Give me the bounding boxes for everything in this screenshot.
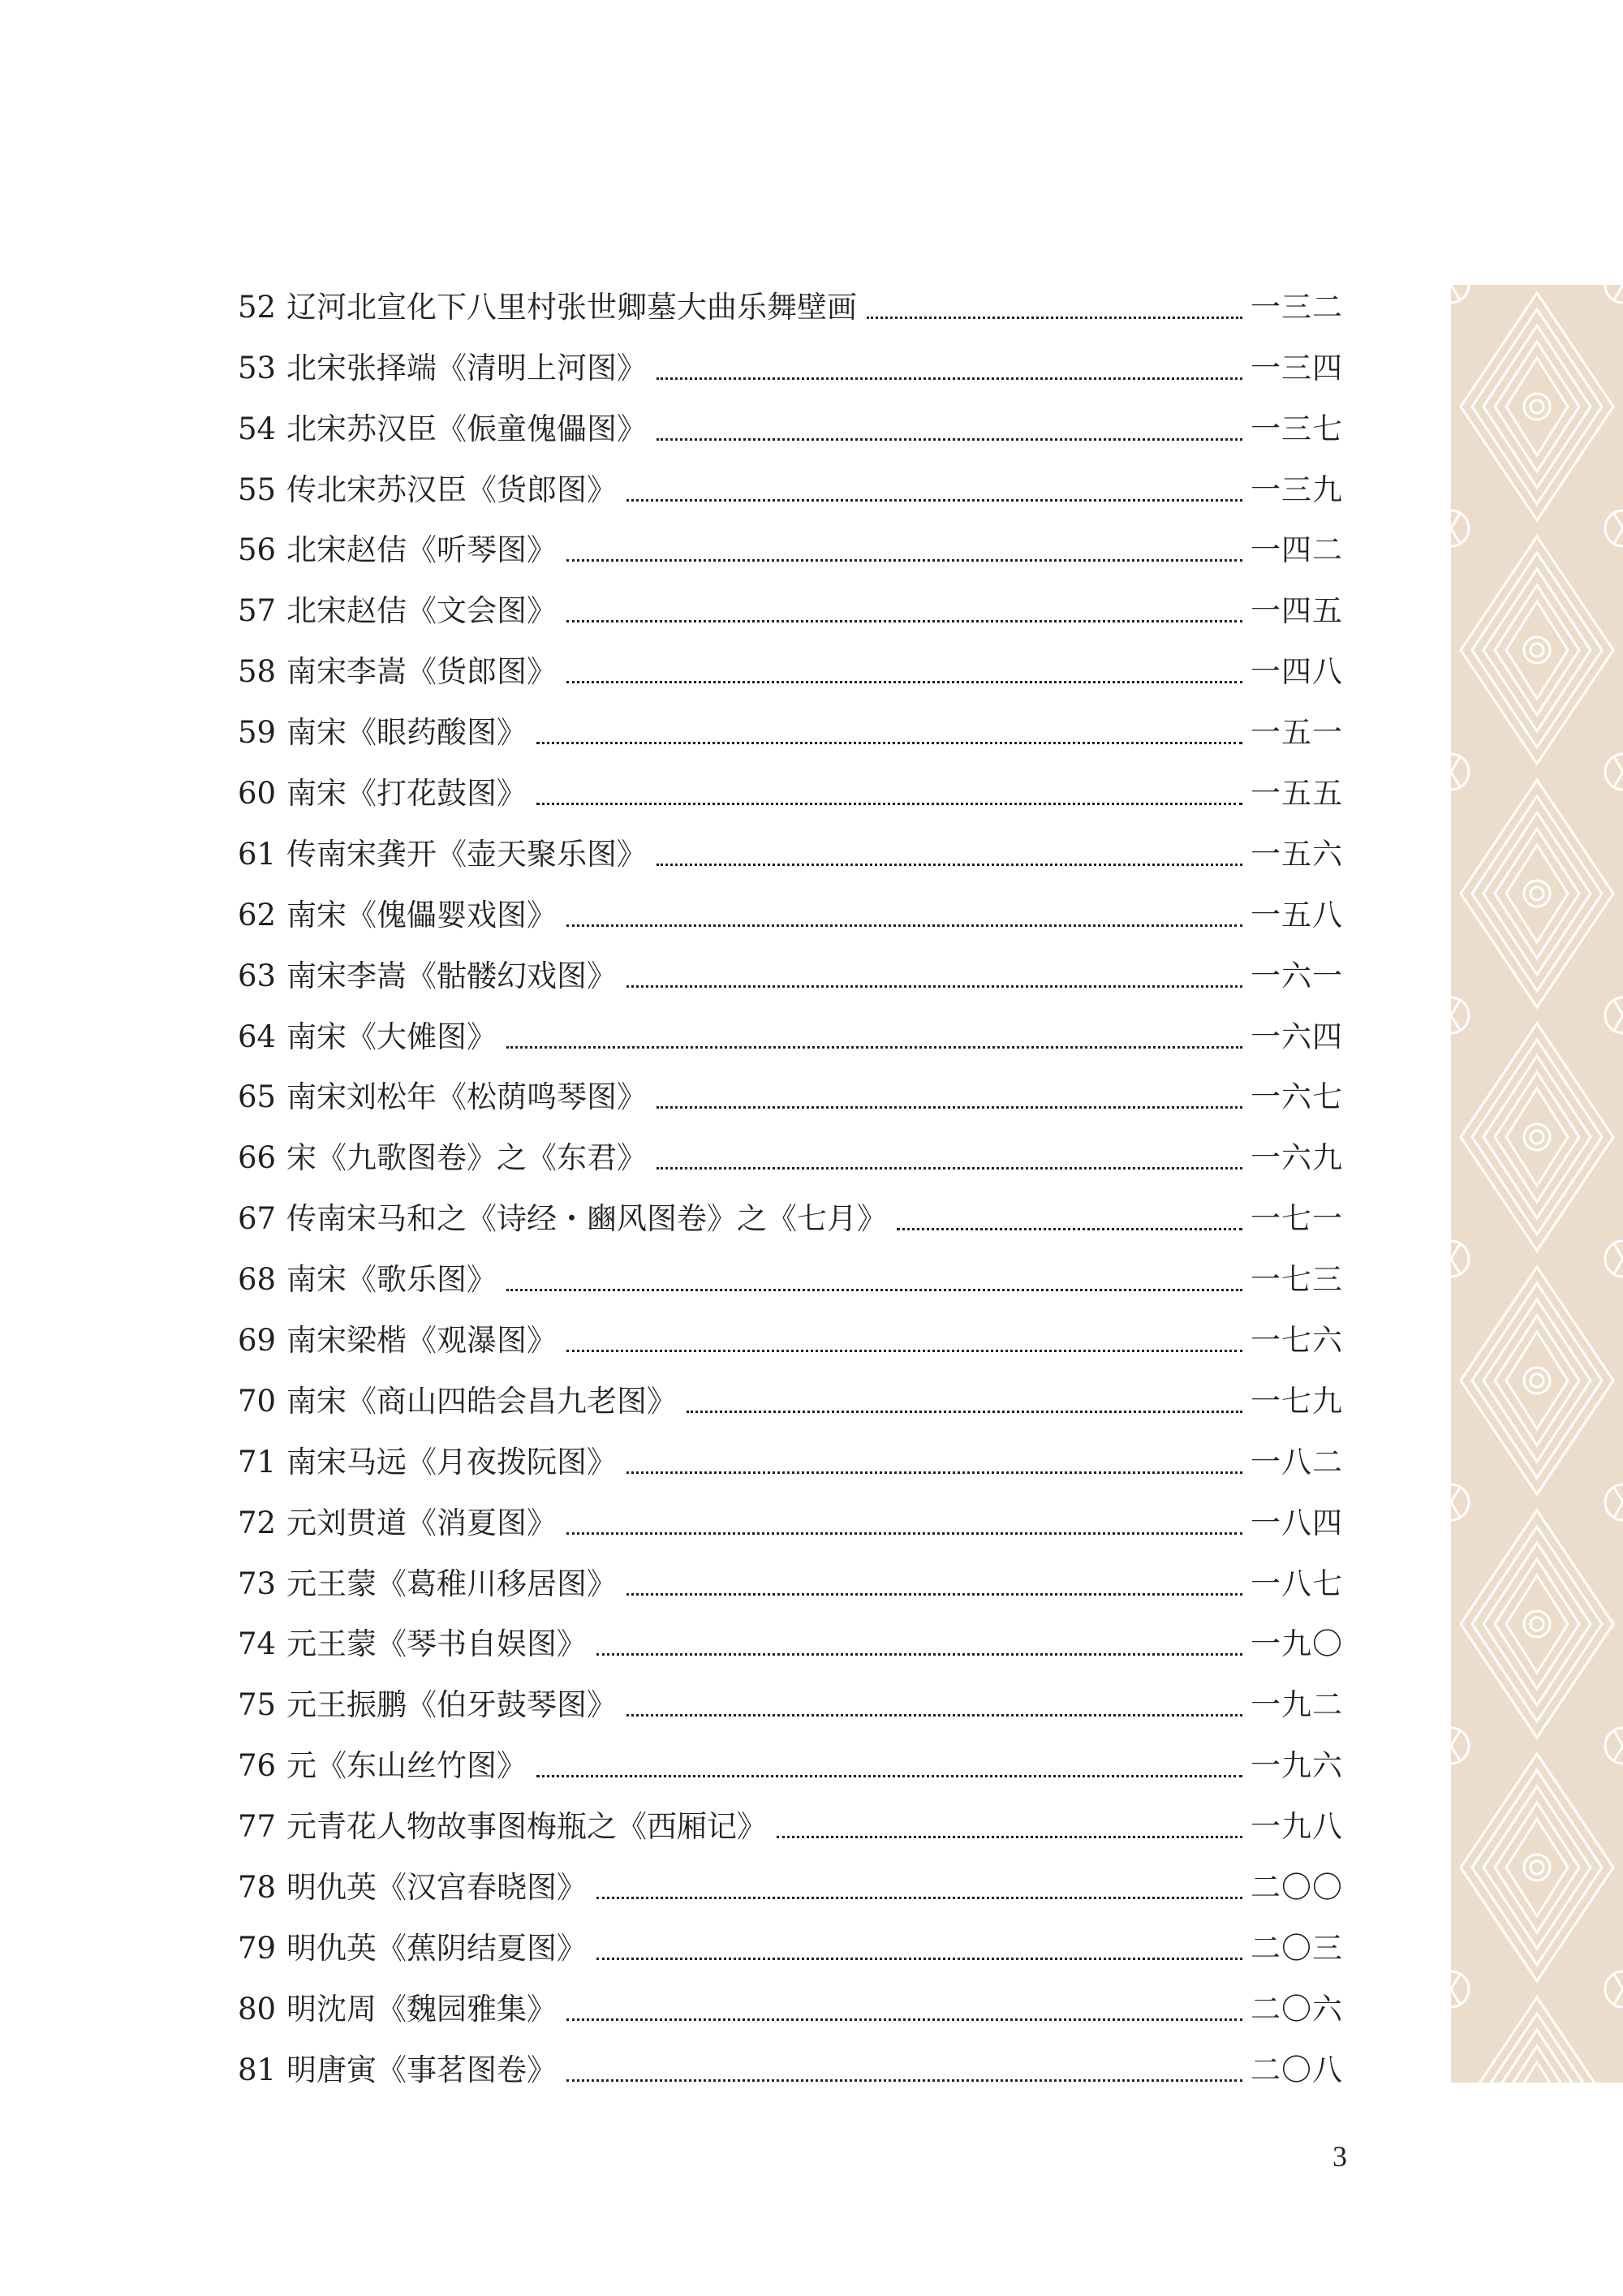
entry-title: 元王蒙《葛稚川移居图》 (286, 1566, 617, 1601)
entry-number: 77 (238, 1809, 277, 1845)
entry-title: 北宋苏汉臣《侲童傀儡图》 (286, 411, 647, 446)
entry-page: 一四二 (1251, 532, 1343, 568)
entry-page: 一九二 (1251, 1687, 1343, 1723)
dot-leader (566, 620, 1242, 622)
entry-number: 64 (238, 1019, 277, 1054)
entry-title: 南宋《打花鼓图》 (286, 776, 527, 812)
toc-entry[interactable] (238, 940, 1343, 1001)
entry-title: 南宋《商山四皓会昌九老图》 (286, 1383, 677, 1419)
dot-leader (566, 1532, 1242, 1535)
entry-page: 一七六 (1251, 1323, 1343, 1359)
dot-leader (867, 317, 1242, 319)
entry-page: 一九八 (1251, 1809, 1343, 1845)
toc-entry[interactable] (238, 1973, 1343, 2034)
entry-page: 一三七 (1251, 411, 1343, 446)
entry-number: 63 (238, 958, 277, 993)
dot-leader (626, 1471, 1242, 1474)
dot-leader (596, 1653, 1242, 1656)
toc-entry[interactable] (238, 1912, 1343, 1973)
entry-page: 二〇八 (1251, 2052, 1343, 2087)
entry-page: 一七三 (1251, 1262, 1343, 1298)
entry-title: 南宋《歌乐图》 (286, 1262, 497, 1298)
entry-page: 一六四 (1251, 1019, 1343, 1054)
toc-entry[interactable] (238, 696, 1343, 757)
entry-number: 65 (238, 1079, 277, 1115)
toc-entry[interactable] (238, 575, 1343, 635)
toc-entry[interactable] (238, 818, 1343, 879)
dot-leader (566, 2018, 1242, 2021)
dot-leader (566, 924, 1242, 927)
entry-page: 一五一 (1251, 715, 1343, 751)
toc-entry[interactable] (238, 1609, 1343, 1669)
toc-entry[interactable] (238, 1851, 1343, 1912)
entry-page: 一九〇 (1251, 1626, 1343, 1662)
entry-page: 一四八 (1251, 654, 1343, 690)
entry-number: 52 (238, 289, 277, 325)
dot-leader (626, 1714, 1242, 1717)
toc-entry[interactable] (238, 1122, 1343, 1182)
entry-title: 宋《九歌图卷》之《东君》 (286, 1140, 647, 1176)
entry-number: 54 (238, 411, 277, 446)
entry-page: 一七一 (1251, 1201, 1343, 1237)
entry-title: 南宋《傀儡婴戏图》 (286, 897, 557, 933)
entry-number: 55 (238, 472, 277, 507)
dot-leader (566, 1350, 1242, 1352)
entry-title: 传南宋龚开《壶天聚乐图》 (286, 836, 647, 872)
dot-leader (536, 803, 1242, 805)
entry-title: 传北宋苏汉臣《货郎图》 (286, 472, 617, 507)
entry-title: 辽河北宣化下八里村张世卿墓大曲乐舞壁画 (286, 289, 857, 325)
dot-leader (657, 377, 1242, 380)
toc-entry[interactable] (238, 332, 1343, 393)
toc-entry[interactable] (238, 757, 1343, 818)
entry-title: 南宋梁楷《观瀑图》 (286, 1323, 557, 1359)
entry-page: 一八四 (1251, 1505, 1343, 1540)
toc-entry[interactable] (238, 635, 1343, 696)
toc-entry[interactable] (238, 1062, 1343, 1122)
entry-page: 一五五 (1251, 776, 1343, 812)
entry-page: 一七九 (1251, 1383, 1343, 1419)
entry-title: 南宋刘松年《松荫鸣琴图》 (286, 1079, 647, 1115)
toc-entry[interactable] (238, 1304, 1343, 1365)
dot-leader (657, 1106, 1242, 1109)
entry-title: 南宋《大傩图》 (286, 1019, 497, 1054)
entry-title: 明仇英《蕉阴结夏图》 (286, 1930, 587, 1966)
entry-title: 传南宋马和之《诗经・豳风图卷》之《七月》 (286, 1201, 887, 1237)
dot-leader (657, 864, 1242, 866)
dot-leader (626, 1593, 1242, 1596)
entry-page: 一五六 (1251, 836, 1343, 872)
toc-entry[interactable] (238, 1182, 1343, 1243)
toc-entry[interactable] (238, 1487, 1343, 1548)
toc-entry[interactable] (238, 879, 1343, 940)
entry-title: 元《东山丝竹图》 (286, 1748, 527, 1784)
dot-leader (687, 1411, 1242, 1413)
toc-entry[interactable] (238, 1243, 1343, 1304)
entry-number: 75 (238, 1687, 277, 1723)
dot-leader (897, 1228, 1242, 1230)
entry-title: 南宋李嵩《货郎图》 (286, 654, 557, 690)
table-of-contents (238, 271, 1343, 2095)
entry-title: 元青花人物故事图梅瓶之《西厢记》 (286, 1809, 767, 1845)
entry-title: 明唐寅《事茗图卷》 (286, 2052, 557, 2087)
toc-entry[interactable] (238, 1730, 1343, 1790)
entry-page: 一四五 (1251, 593, 1343, 629)
entry-number: 61 (238, 836, 277, 872)
entry-number: 60 (238, 776, 277, 812)
dot-leader (626, 499, 1242, 502)
entry-title: 南宋李嵩《骷髅幻戏图》 (286, 958, 617, 993)
entry-number: 81 (238, 2052, 277, 2087)
entry-number: 62 (238, 897, 277, 933)
entry-number: 80 (238, 1991, 277, 2027)
entry-number: 53 (238, 350, 277, 386)
entry-number: 76 (238, 1748, 277, 1784)
entry-page: 一六七 (1251, 1079, 1343, 1115)
dot-leader (506, 1046, 1242, 1049)
dot-leader (596, 1897, 1242, 1899)
entry-number: 58 (238, 654, 277, 690)
toc-entry[interactable] (238, 1001, 1343, 1062)
entry-number: 79 (238, 1930, 277, 1966)
entry-title: 北宋赵佶《听琴图》 (286, 532, 557, 568)
entry-page: 一八二 (1251, 1444, 1343, 1480)
entry-number: 71 (238, 1444, 277, 1480)
dot-leader (536, 742, 1242, 744)
entry-page: 一九六 (1251, 1748, 1343, 1784)
entry-page: 一三九 (1251, 472, 1343, 507)
dot-leader (596, 1958, 1242, 1960)
entry-number: 72 (238, 1505, 277, 1540)
dot-leader (506, 1289, 1242, 1291)
entry-number: 66 (238, 1140, 277, 1176)
entry-number: 74 (238, 1626, 277, 1662)
dot-leader (536, 1775, 1242, 1777)
entry-number: 78 (238, 1870, 277, 1906)
entry-title: 北宋张择端《清明上河图》 (286, 350, 647, 386)
entry-title: 元王蒙《琴书自娱图》 (286, 1626, 587, 1662)
entry-number: 69 (238, 1323, 277, 1359)
dot-leader (657, 438, 1242, 441)
entry-number: 59 (238, 715, 277, 751)
entry-title: 南宋马远《月夜拨阮图》 (286, 1444, 617, 1480)
entry-number: 67 (238, 1201, 277, 1237)
toc-entry[interactable] (238, 1790, 1343, 1851)
dot-leader (566, 559, 1242, 562)
toc-entry[interactable] (238, 1365, 1343, 1426)
entry-title: 元王振鹏《伯牙鼓琴图》 (286, 1687, 617, 1723)
entry-number: 73 (238, 1566, 277, 1601)
entry-page: 一六一 (1251, 958, 1343, 993)
entry-title: 明仇英《汉宫春晓图》 (286, 1870, 587, 1906)
entry-page: 一八七 (1251, 1566, 1343, 1601)
toc-entry[interactable] (238, 1669, 1343, 1730)
entry-page: 一三四 (1251, 350, 1343, 386)
entry-title: 元刘贯道《消夏图》 (286, 1505, 557, 1540)
toc-entry[interactable] (238, 393, 1343, 454)
toc-entry[interactable] (238, 1426, 1343, 1487)
toc-entry[interactable] (238, 2034, 1343, 2095)
entry-number: 68 (238, 1262, 277, 1298)
entry-page: 二〇〇 (1251, 1870, 1343, 1906)
entry-page: 二〇三 (1251, 1930, 1343, 1966)
entry-title: 南宋《眼药酸图》 (286, 715, 527, 751)
entry-page: 一三二 (1251, 289, 1343, 325)
dot-leader (566, 681, 1242, 683)
diamond-lattice-pattern (1451, 285, 1623, 2083)
dot-leader (777, 1836, 1242, 1838)
entry-number: 70 (238, 1383, 277, 1419)
page-number: 3 (1332, 2140, 1347, 2173)
dot-leader (566, 2079, 1242, 2082)
dot-leader (626, 985, 1242, 988)
toc-entry[interactable] (238, 271, 1343, 332)
entry-page: 一六九 (1251, 1140, 1343, 1176)
toc-entry[interactable] (238, 515, 1343, 575)
entry-number: 56 (238, 532, 277, 568)
entry-title: 北宋赵佶《文会图》 (286, 593, 557, 629)
dot-leader (657, 1167, 1242, 1170)
entry-page: 二〇六 (1251, 1991, 1343, 2027)
entry-number: 57 (238, 593, 277, 629)
entry-title: 明沈周《魏园雅集》 (286, 1991, 557, 2027)
toc-entry[interactable] (238, 1548, 1343, 1609)
toc-entry[interactable] (238, 454, 1343, 515)
entry-page: 一五八 (1251, 897, 1343, 933)
